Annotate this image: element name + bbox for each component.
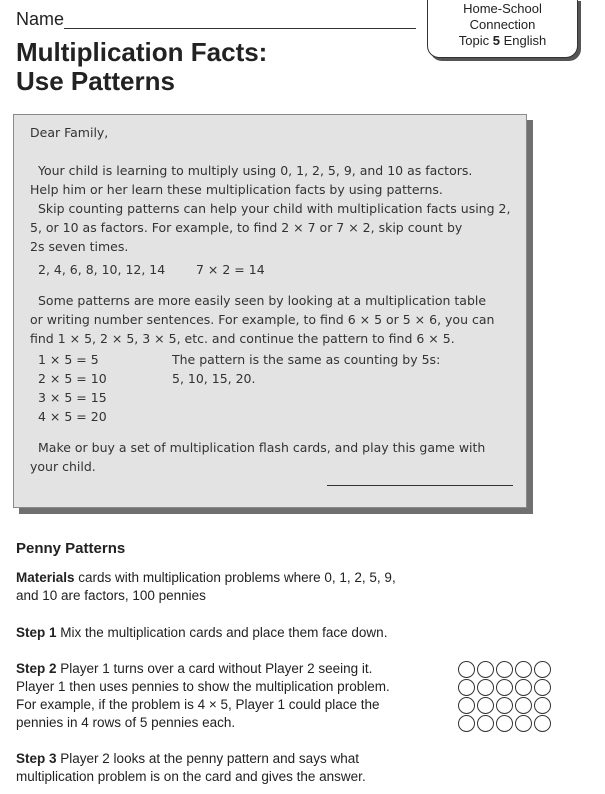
letter-p3-line-3: find 1 × 5, 2 × 5, 3 × 5, etc. and continue the pattern to find 6 × 5. (30, 331, 455, 346)
fact-4: 4 × 5 = 20 (38, 409, 107, 424)
topic-tab (427, 0, 578, 58)
penny-icon (496, 697, 513, 714)
page-title (16, 38, 267, 96)
penny-row (458, 697, 554, 714)
letter-p1-line-2: Help him or her learn these multiplication facts by using patterns. (30, 182, 443, 197)
name-field (16, 6, 416, 30)
step-2-text-1: Player 1 turns over a card without Player 2 seeing it. (60, 661, 373, 676)
materials-line-2: and 10 are factors, 100 pennies (16, 588, 206, 603)
penny-icon (515, 679, 532, 696)
step-3-line-2: multiplication problem is on the card and gives the answer. (16, 769, 366, 784)
penny-icon (496, 679, 513, 696)
tab-topic-number: 5 (492, 33, 500, 48)
pattern-note-line-2: 5, 10, 15, 20. (172, 371, 256, 386)
penny-icon (477, 679, 494, 696)
name-line (64, 28, 416, 29)
step-2-line-2: Player 1 then uses pennies to show the multiplication problem. (16, 679, 390, 694)
step-2-line-3: For example, if the problem is 4 × 5, Player 1 could place the (16, 697, 380, 712)
penny-icon (515, 697, 532, 714)
title-line-1: Multiplication Facts: (16, 37, 268, 67)
name-label: Name (16, 9, 65, 29)
step-3-label: Step 3 (16, 751, 57, 766)
materials-line-1 (16, 569, 396, 587)
letter-p3-line-2: or writing number sentences. For example, to find 6 × 5 or 5 × 6, you can (30, 312, 495, 327)
tab-topic-suffix: English (503, 33, 547, 48)
fact-1: 1 × 5 = 5 (38, 352, 99, 367)
letter-p2-line-2: 5, or 10 as factors. For example, to find 2 × 7 or 7 × 2, skip count by (30, 220, 463, 235)
step-2-line-4: pennies in 4 rows of 5 pennies each. (16, 715, 236, 730)
penny-icon (496, 661, 513, 678)
penny-row (458, 661, 554, 678)
letter-p4-line-2: your child. (30, 459, 96, 474)
tab-topic-line (428, 33, 577, 49)
skip-count-sequence: 2, 4, 6, 8, 10, 12, 14 (38, 262, 166, 277)
penny-icon (477, 715, 494, 732)
penny-icon (515, 715, 532, 732)
penny-icon (496, 715, 513, 732)
penny-row (458, 679, 554, 696)
penny-icon (477, 661, 494, 678)
penny-icon (458, 679, 475, 696)
step-2-line-1 (16, 660, 372, 678)
materials-text-1: cards with multiplication problems where 0, 1, 2, 5, 9, (78, 570, 396, 585)
penny-icon (534, 661, 551, 678)
penny-array (458, 661, 554, 733)
step-3-text-1: Player 2 looks at the penny pattern and says what (60, 751, 359, 766)
pattern-note-line-1: The pattern is the same as counting by 5s: (172, 352, 441, 367)
penny-icon (534, 715, 551, 732)
family-letter (13, 114, 527, 508)
title-line-2: Use Patterns (16, 66, 175, 96)
penny-icon (477, 697, 494, 714)
letter-p4-line-1: Make or buy a set of multiplication flash cards, and play this game with (38, 440, 486, 455)
letter-p2-line-1: Skip counting patterns can help your child with multiplication facts using 2, (38, 201, 511, 216)
penny-icon (534, 697, 551, 714)
tab-topic-prefix: Topic (458, 33, 490, 48)
penny-icon (458, 715, 475, 732)
fact-2: 2 × 5 = 10 (38, 371, 107, 386)
tab-line-1: Home-School (463, 1, 542, 16)
step-2-label: Step 2 (16, 661, 57, 676)
letter-greeting: Dear Family, (30, 125, 109, 140)
step-1 (16, 624, 387, 642)
letter-p3-line-1: Some patterns are more easily seen by looking at a multiplication table (38, 293, 487, 308)
fact-3: 3 × 5 = 15 (38, 390, 107, 405)
penny-icon (534, 679, 551, 696)
penny-row (458, 715, 554, 732)
step-3-line-1 (16, 750, 359, 768)
penny-icon (515, 661, 532, 678)
tab-line-2: Connection (469, 17, 536, 32)
materials-label: Materials (16, 570, 75, 585)
game-title: Penny Patterns (16, 540, 126, 557)
step-1-label: Step 1 (16, 625, 57, 640)
penny-icon (458, 697, 475, 714)
signature-line (327, 485, 513, 486)
skip-count-equation: 7 × 2 = 14 (196, 262, 265, 277)
step-1-text: Mix the multiplication cards and place them face down. (60, 625, 388, 640)
penny-icon (458, 661, 475, 678)
letter-p1-line-1: Your child is learning to multiply using 0, 1, 2, 5, 9, and 10 as factors. (38, 163, 473, 178)
letter-p2-line-3: 2s seven times. (30, 239, 129, 254)
